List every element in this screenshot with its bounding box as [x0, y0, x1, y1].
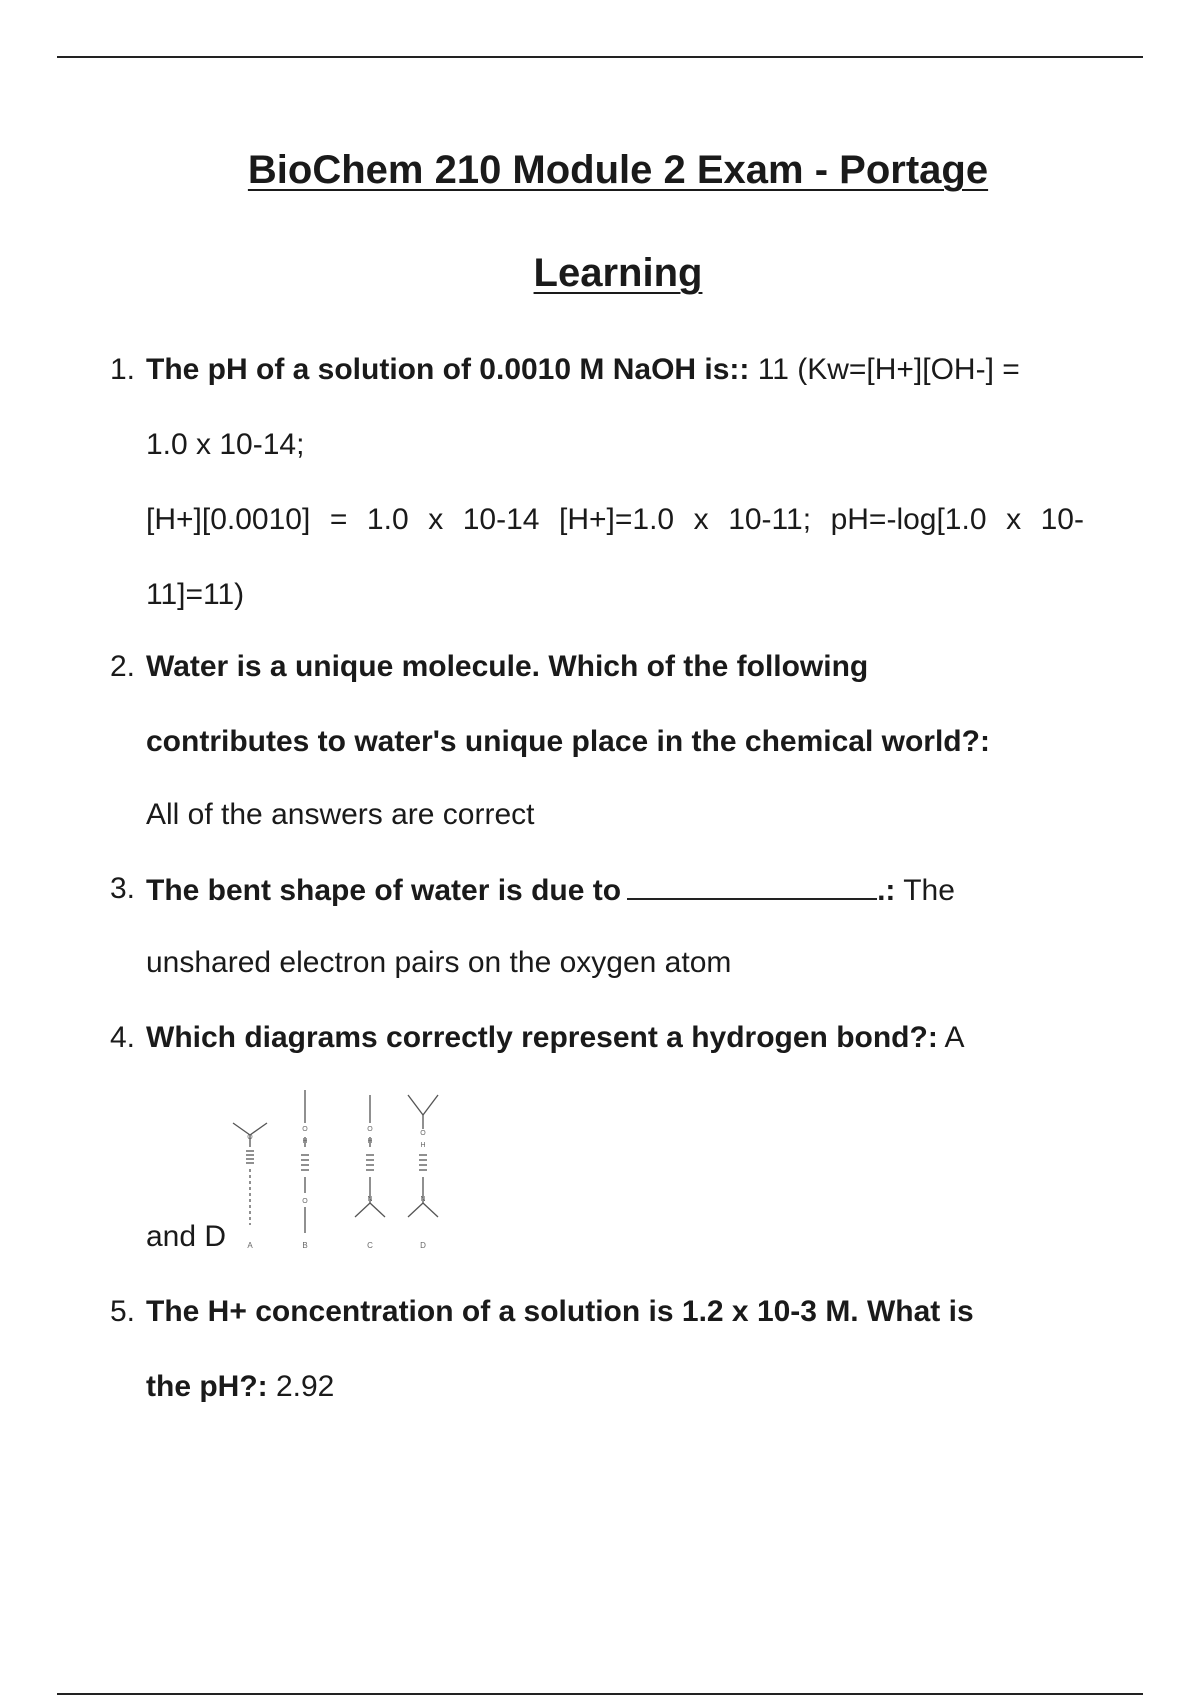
svg-text:N: N [367, 1196, 373, 1203]
answer-text: All of the answers are correct [146, 798, 535, 831]
svg-text:O: O [302, 1198, 308, 1205]
svg-text:H: H [302, 1138, 308, 1145]
fill-in-blank [627, 874, 877, 900]
diagram-label: A [247, 1241, 253, 1250]
answer-line: unshared electron pairs on the oxygen atom [146, 946, 732, 979]
page-title-line2: Learning [533, 251, 703, 295]
svg-text:H: H [367, 1138, 373, 1145]
question-text: The pH of a solution of 0.0010 M NaOH is:: [146, 353, 750, 386]
question-4 [146, 1023, 965, 1053]
svg-text:N: N [420, 1196, 426, 1203]
answer-token: x [1006, 503, 1022, 536]
answer-text: A [937, 1021, 965, 1054]
question-3 [146, 874, 955, 906]
answer-token: 1.0 [366, 503, 409, 536]
question-text: Water is a unique molecule. Which of the following [146, 650, 869, 683]
answer-text: 11 (Kw=[H+][OH-] = [749, 353, 1020, 386]
answer-line: 11]=11) [146, 578, 245, 611]
answer-line: and D [146, 1220, 227, 1253]
diagram-label: C [367, 1241, 373, 1250]
answer-token: pH=-log[1.0 [830, 503, 987, 536]
question-5-line2 [146, 1372, 334, 1402]
diagram-b [301, 1090, 309, 1233]
answer-line: 1.0 x 10-14; [146, 428, 305, 461]
answer-token: [H+]=1.0 [559, 503, 675, 536]
question-number: 3. [110, 872, 136, 905]
page-title-line1: BioChem 210 Module 2 Exam - Portage [247, 148, 989, 192]
answer-text: The [895, 874, 955, 907]
answer-token: [H+][0.0010] [146, 503, 311, 536]
question-text: the pH?: [146, 1370, 268, 1403]
svg-text:O: O [247, 1134, 253, 1141]
answer-token: 10-14 [462, 503, 540, 536]
question-suffix: .: [877, 874, 896, 907]
question-text: Which diagrams correctly represent a hydrogen bond?: [146, 1021, 938, 1054]
question-text: The bent shape of water is due to [146, 874, 622, 907]
hydrogen-bond-diagram [225, 1085, 455, 1255]
answer-token: 10-11; [728, 503, 812, 536]
answer-line [146, 505, 1084, 535]
top-rule [57, 56, 1143, 58]
question-text: contributes to water's unique place in the chemical world?: [146, 725, 990, 758]
svg-text:O: O [420, 1130, 426, 1137]
svg-text:O: O [302, 1126, 308, 1133]
bottom-rule [57, 1693, 1143, 1695]
answer-token: x [428, 503, 444, 536]
answer-token: x [693, 503, 709, 536]
question-number: 1. [110, 353, 136, 386]
diagram-label: B [302, 1241, 308, 1250]
svg-text:H: H [420, 1142, 426, 1149]
answer-token: 10- [1040, 503, 1084, 536]
question-number: 4. [110, 1021, 136, 1054]
diagram-label: D [420, 1241, 426, 1250]
answer-token: = [329, 503, 348, 536]
question-text: The H+ concentration of a solution is 1.2 x 10-3 M. What is [146, 1295, 974, 1328]
question-number: 2. [110, 650, 136, 683]
answer-text: 2.92 [267, 1370, 335, 1403]
question-1 [146, 355, 1020, 385]
question-number: 5. [110, 1295, 136, 1328]
svg-text:O: O [367, 1126, 373, 1133]
